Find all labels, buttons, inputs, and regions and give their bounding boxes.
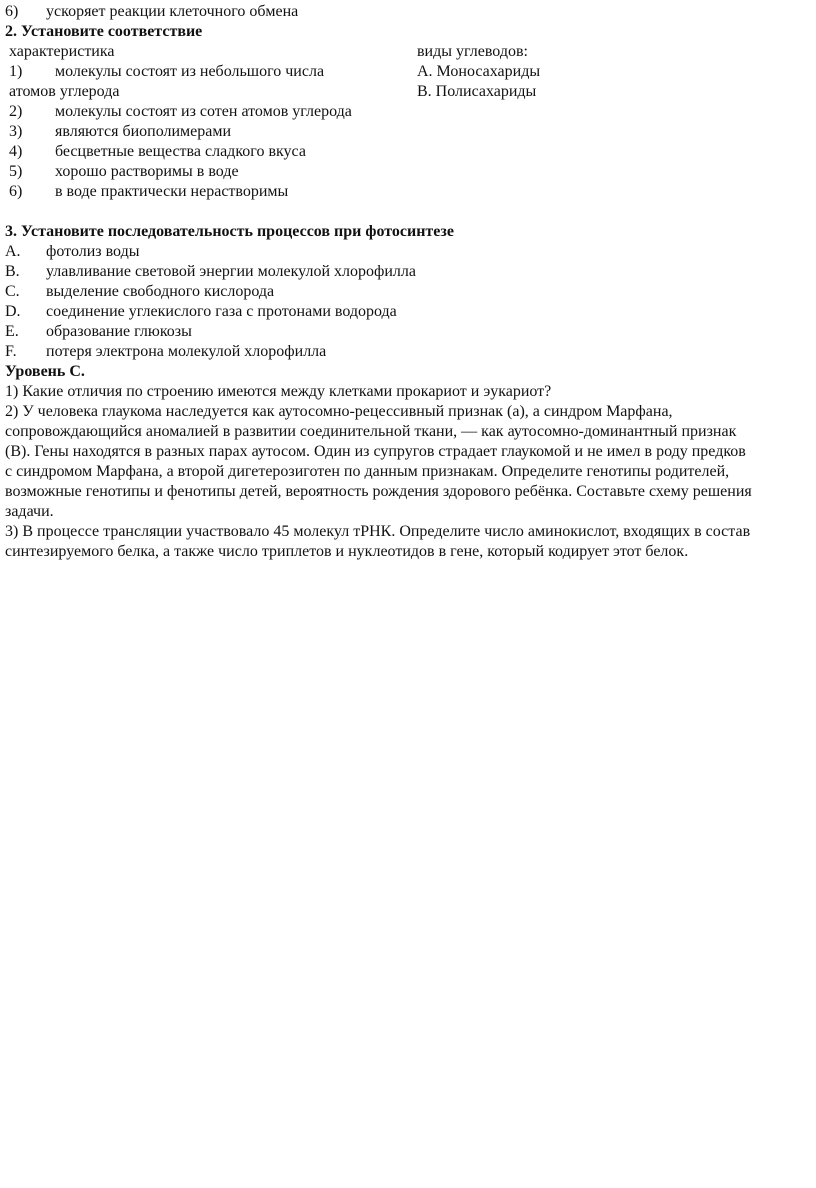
level-c-line-7: задачи. [5, 503, 54, 520]
q2-right-header: виды углеводов: [417, 43, 528, 60]
item-letter: B. [5, 263, 20, 280]
item-number: 6) [5, 3, 19, 20]
level-c-line-2: 2) У человека глаукома наследуется как аутосомно-рецессивный признак (а), а синдром Марфана, [5, 403, 673, 420]
item-number: 5) [9, 163, 23, 180]
item-letter: C. [5, 283, 20, 300]
item-text: потеря электрона молекулой хлорофилла [46, 343, 327, 360]
item-text: бесцветные вещества сладкого вкуса [55, 143, 306, 160]
item-text: молекулы состоят из сотен атомов углерода [55, 103, 352, 120]
level-c-title: Уровень С. [5, 363, 85, 380]
item-text: молекулы состоят из небольшого числа [55, 63, 325, 80]
level-c-line-8: 3) В процессе трансляции участвовало 45 молекул тРНК. Определите число аминокислот, входящих в состав [5, 523, 751, 540]
level-c-line-6: возможные генотипы и фенотипы детей, вероятность рождения здорового ребёнка. Составьте схему решения [5, 483, 752, 500]
item-number: 4) [9, 143, 23, 160]
level-c-line-1: 1) Какие отличия по строению имеются между клетками прокариот и эукариот? [5, 383, 552, 400]
level-c-line-3: сопровождающийся аномалией в развитии соединительной ткани, — как аутосомно-доминантный признак [5, 423, 737, 440]
q2-option-a: А. Моносахариды [417, 63, 541, 80]
item-letter: F. [5, 343, 17, 360]
q3-title: 3. Установите последовательность процессов при фотосинтезе [5, 223, 454, 240]
item-text: ускоряет реакции клеточного обмена [46, 3, 299, 20]
q2-option-b: В. Полисахариды [417, 83, 537, 100]
level-c-line-4: (В). Гены находятся в разных парах аутосом. Один из супругов страдает глаукомой и не имел в роду предков [5, 443, 746, 460]
item-text: соединение углекислого газа с протонами водорода [46, 303, 397, 320]
item-letter: E. [5, 323, 19, 340]
item-number: 3) [9, 123, 23, 140]
item-text: образование глюкозы [46, 323, 192, 340]
item-text: фотолиз воды [46, 243, 140, 260]
item-number: 1) [9, 63, 23, 80]
item-letter: A. [5, 243, 21, 260]
item-text: хорошо растворимы в воде [55, 163, 239, 180]
item-number: 6) [9, 183, 23, 200]
level-c-line-5: с синдромом Марфана, а второй дигетерозиготен по данным признакам. Определите генотипы родителей, [5, 463, 730, 480]
q2-left-header: характеристика [9, 43, 115, 60]
item-text: в воде практически нерастворимы [55, 183, 289, 200]
q2-item-1-continued: атомов углерода [9, 83, 120, 100]
item-text: являются биополимерами [55, 123, 232, 140]
item-text: улавливание световой энергии молекулой хлорофилла [46, 263, 416, 280]
item-number: 2) [9, 103, 23, 120]
item-letter: D. [5, 303, 21, 320]
level-c-line-9: синтезируемого белка, а также число триплетов и нуклеотидов в гене, который кодирует этот белок. [5, 543, 689, 560]
item-text: выделение свободного кислорода [46, 283, 275, 300]
q2-title: 2. Установите соответствие [5, 23, 203, 40]
